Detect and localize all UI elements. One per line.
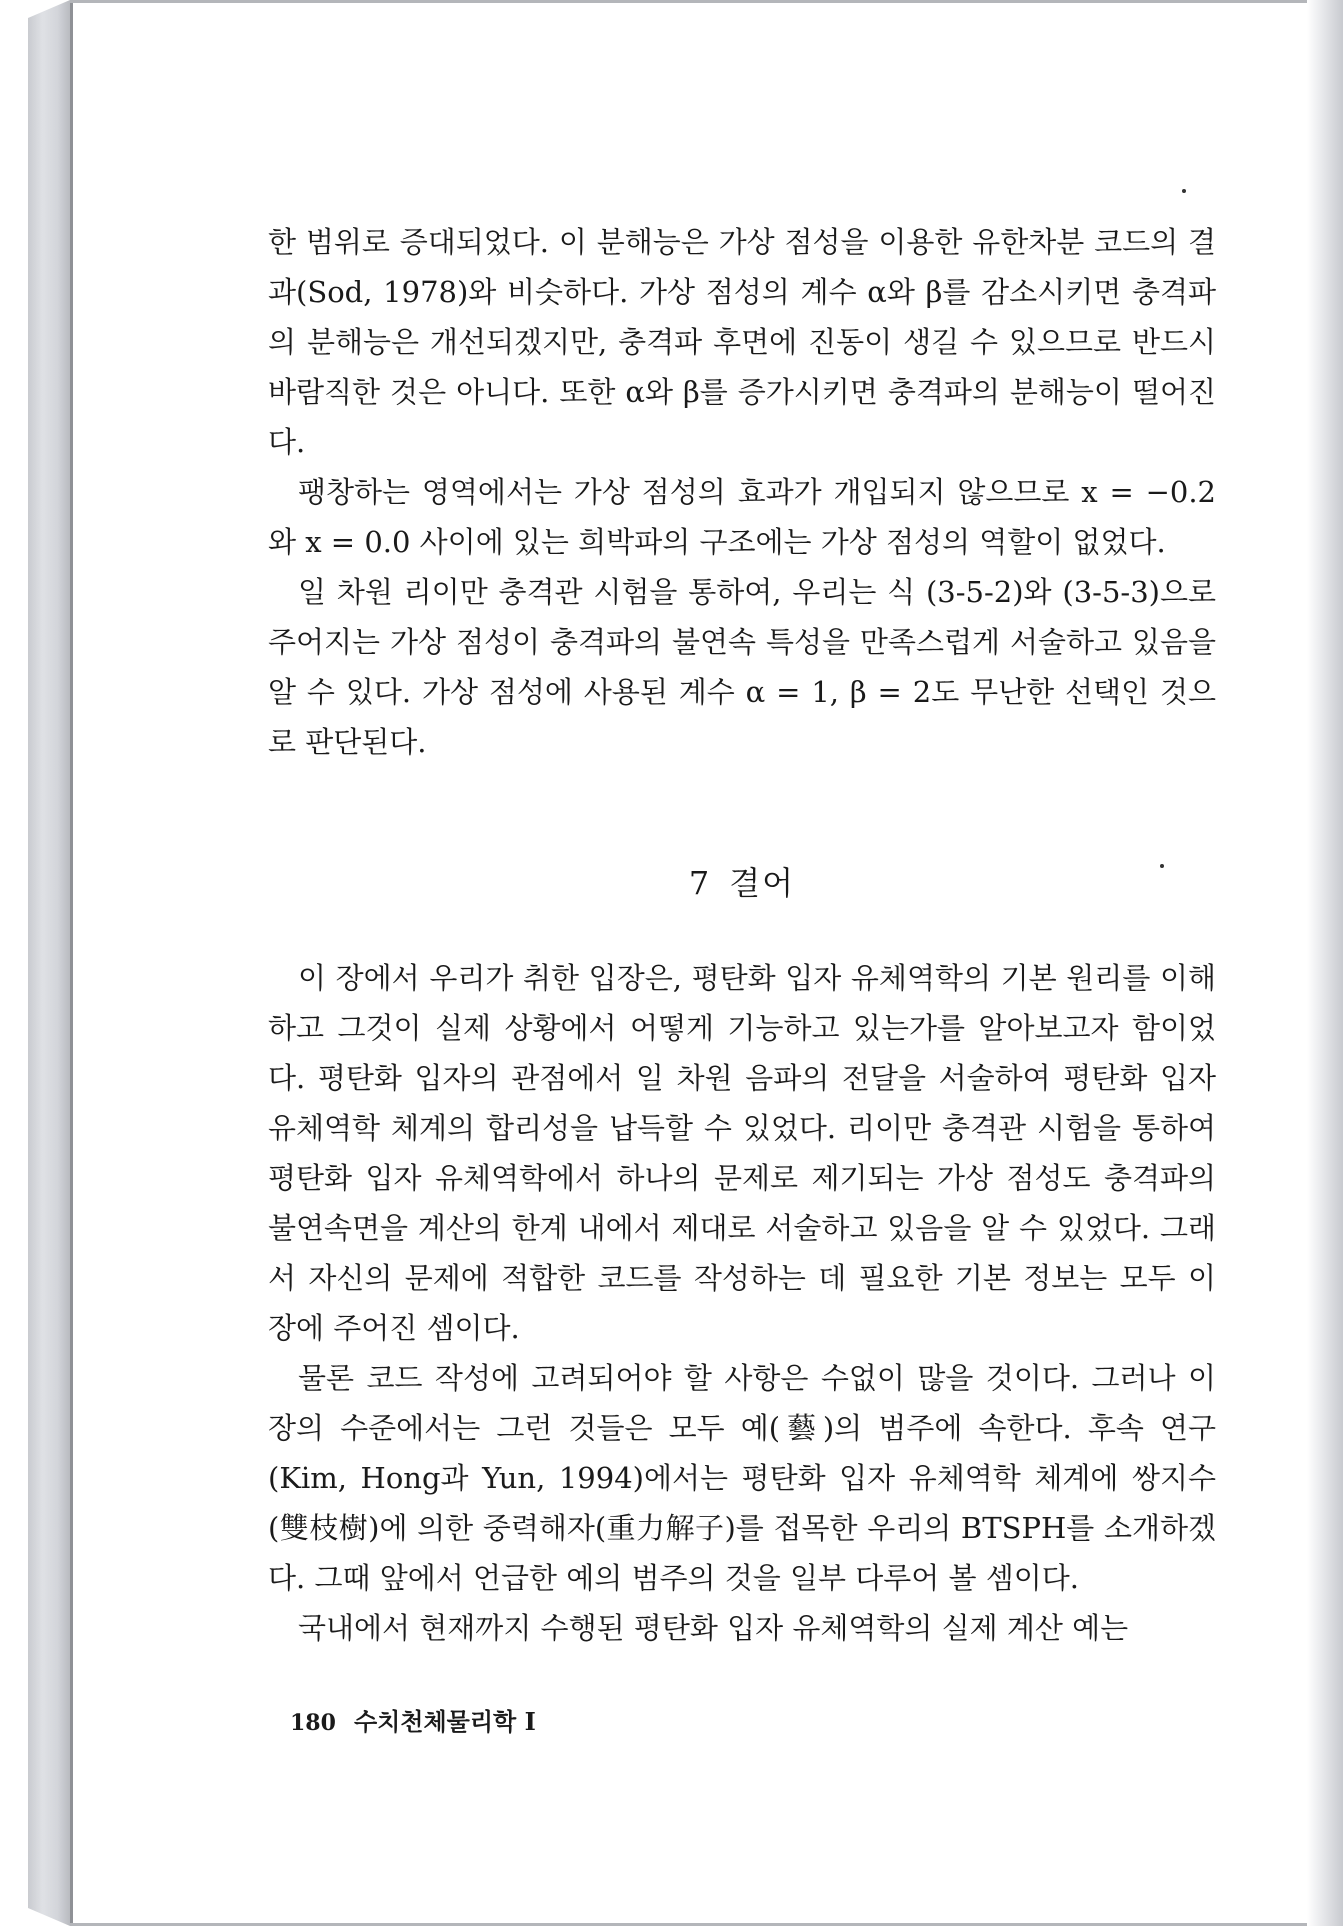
paragraph: 국내에서 현재까지 수행된 평탄화 입자 유체역학의 실제 계산 예는 [298,1611,1129,1645]
paragraph: 팽창하는 영역에서는 가상 점성의 효과가 개입되지 않으므로 x = −0.2와 x = 0.0 사이에 있는 희박파의 구조에는 가상 점성의 역할이 없었다. [268,475,1216,559]
page-right-edge [1307,0,1343,1926]
section-heading [268,858,1216,904]
paragraph: 이 장에서 우리가 취한 입장은, 평탄화 입자 유체역학의 기본 원리를 이해하고 그것이 실제 상황에서 어떻게 기능하고 있는가를 알아보고자 함이었다. 평탄화 입자의 관점에서 일 차원 음파의 전달을 서술하여 평탄화 입자 유체역학 체계의 합리성을 납득할 수 있었다. 리이만 충격관 시험을 통하여 평탄화 입자 유체역학에서 하나의 문제로 제기되는 가상 점성도 충격파의 불연속면을 계산의 한계 내에서 제대로 서술하고 있음을 알 수 있었다. 그래서 자신의 문제에 적합한 코드를 작성하는 데 필요한 기본 정보는 모두 이 장에 주어진 셈이다. [268,961,1216,1345]
page-footer [290,1702,536,1737]
book-spine [28,0,70,1926]
section-number: 7 [688,864,712,902]
speck [1182,189,1186,193]
section-title: 결어 [729,864,796,902]
paragraph: 일 차원 리이만 충격관 시험을 통하여, 우리는 식 (3-5-2)와 (3-5-3)으로 주어지는 가상 점성이 충격파의 불연속 특성을 만족스럽게 서술하고 있음을 알 수 있다. 가상 점성에 사용된 계수 α = 1, β = 2도 무난한 선택인 것으로 판단된다. [268,575,1216,759]
page-number: 180 [290,1710,336,1736]
book-title: 수치천체물리학 I [353,1707,536,1736]
paragraph: 한 범위로 증대되었다. 이 분해능은 가상 점성을 이용한 유한차분 코드의 결과(Sod, 1978)와 비슷하다. 가상 점성의 계수 α와 β를 감소시키면 충격파의 분해능은 개선되겠지만, 충격파 후면에 진동이 생길 수 있으므로 반드시 바람직한 것은 아니다. 또한 α와 β를 증가시키면 충격파의 분해능이 떨어진다. [268,225,1216,459]
paragraph: 물론 코드 작성에 고려되어야 할 사항은 수없이 많을 것이다. 그러나 이 장의 수준에서는 그런 것들은 모두 예(藝)의 범주에 속한다. 후속 연구(Kim, Hong과 Yun, 1994)에서는 평탄화 입자 유체역학 체계에 쌍지수(雙枝樹)에 의한 중력해자(重力解子)를 접목한 우리의 BTSPH를 소개하겠다. 그때 앞에서 언급한 예의 범주의 것을 일부 다루어 볼 셈이다. [268,1361,1216,1595]
text-after-section [268,953,1216,1653]
text-before-section [268,217,1216,767]
